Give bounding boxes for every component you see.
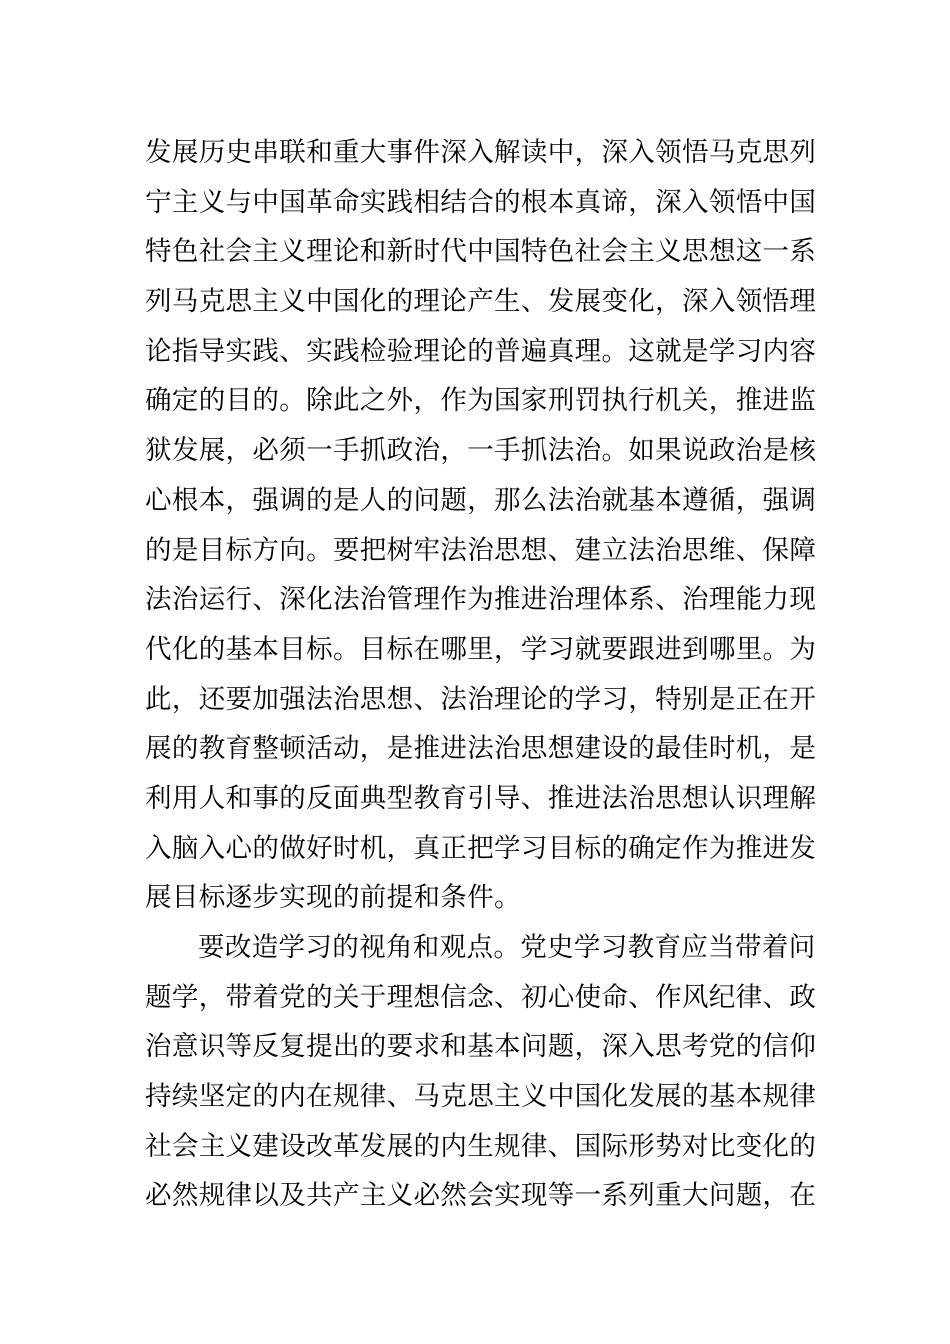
text-line: 社会主义建设改革发展的内生规律、国际形势对比变化的: [145, 1130, 817, 1162]
text-line: 宁主义与中国革命实践相结合的根本真谛，深入领悟中国: [145, 186, 817, 218]
body-text: [145, 128, 815, 1221]
text-line: 发展历史串联和重大事件深入解读中，深入领悟马克思列: [145, 137, 817, 168]
text-line: 狱发展，必须一手抓政治，一手抓法治。如果说政治是核: [145, 435, 817, 467]
text-line: 展的教育整顿活动，是推进法治思想建设的最佳时机，是: [145, 733, 817, 765]
text-line: 展目标逐步实现的前提和条件。: [145, 882, 521, 914]
text-line: 题学，带着党的关于理想信念、初心使命、作风纪律、政: [145, 981, 817, 1013]
paragraph-first-line: 要改造学习的视角和观点。党史学习教育应当带着问: [198, 932, 816, 963]
text-line: 确定的目的。除此之外，作为国家刑罚执行机关，推进监: [145, 385, 817, 417]
text-line: 法治运行、深化法治管理作为推进治理体系、治理能力现: [145, 584, 817, 616]
text-line: 入脑入心的做好时机，真正把学习目标的确定作为推进发: [145, 832, 817, 864]
text-line: 必然规律以及共产主义必然会实现等一系列重大问题，在: [145, 1180, 817, 1212]
text-line: 治意识等反复提出的要求和基本问题，深入思考党的信仰: [145, 1031, 817, 1063]
text-line: 论指导实践、实践检验理论的普遍真理。这就是学习内容: [145, 335, 817, 367]
text-line: 此，还要加强法治思想、法治理论的学习，特别是正在开: [145, 683, 817, 715]
text-line: 心根本，强调的是人的问题，那么法治就基本遵循，强调: [145, 484, 817, 516]
text-line: 列马克思主义中国化的理论产生、发展变化，深入领悟理: [145, 286, 817, 318]
text-line: 代化的基本目标。目标在哪里，学习就要跟进到哪里。为: [145, 633, 817, 665]
text-line: 特色社会主义理论和新时代中国特色社会主义思想这一系: [145, 236, 817, 268]
text-line: 持续坚定的内在规律、马克思主义中国化发展的基本规律: [145, 1081, 817, 1113]
text-line: 利用人和事的反面典型教育引导、推进法治思想认识理解: [145, 782, 817, 814]
text-line: 的是目标方向。要把树牢法治思想、建立法治思维、保障: [145, 534, 817, 566]
